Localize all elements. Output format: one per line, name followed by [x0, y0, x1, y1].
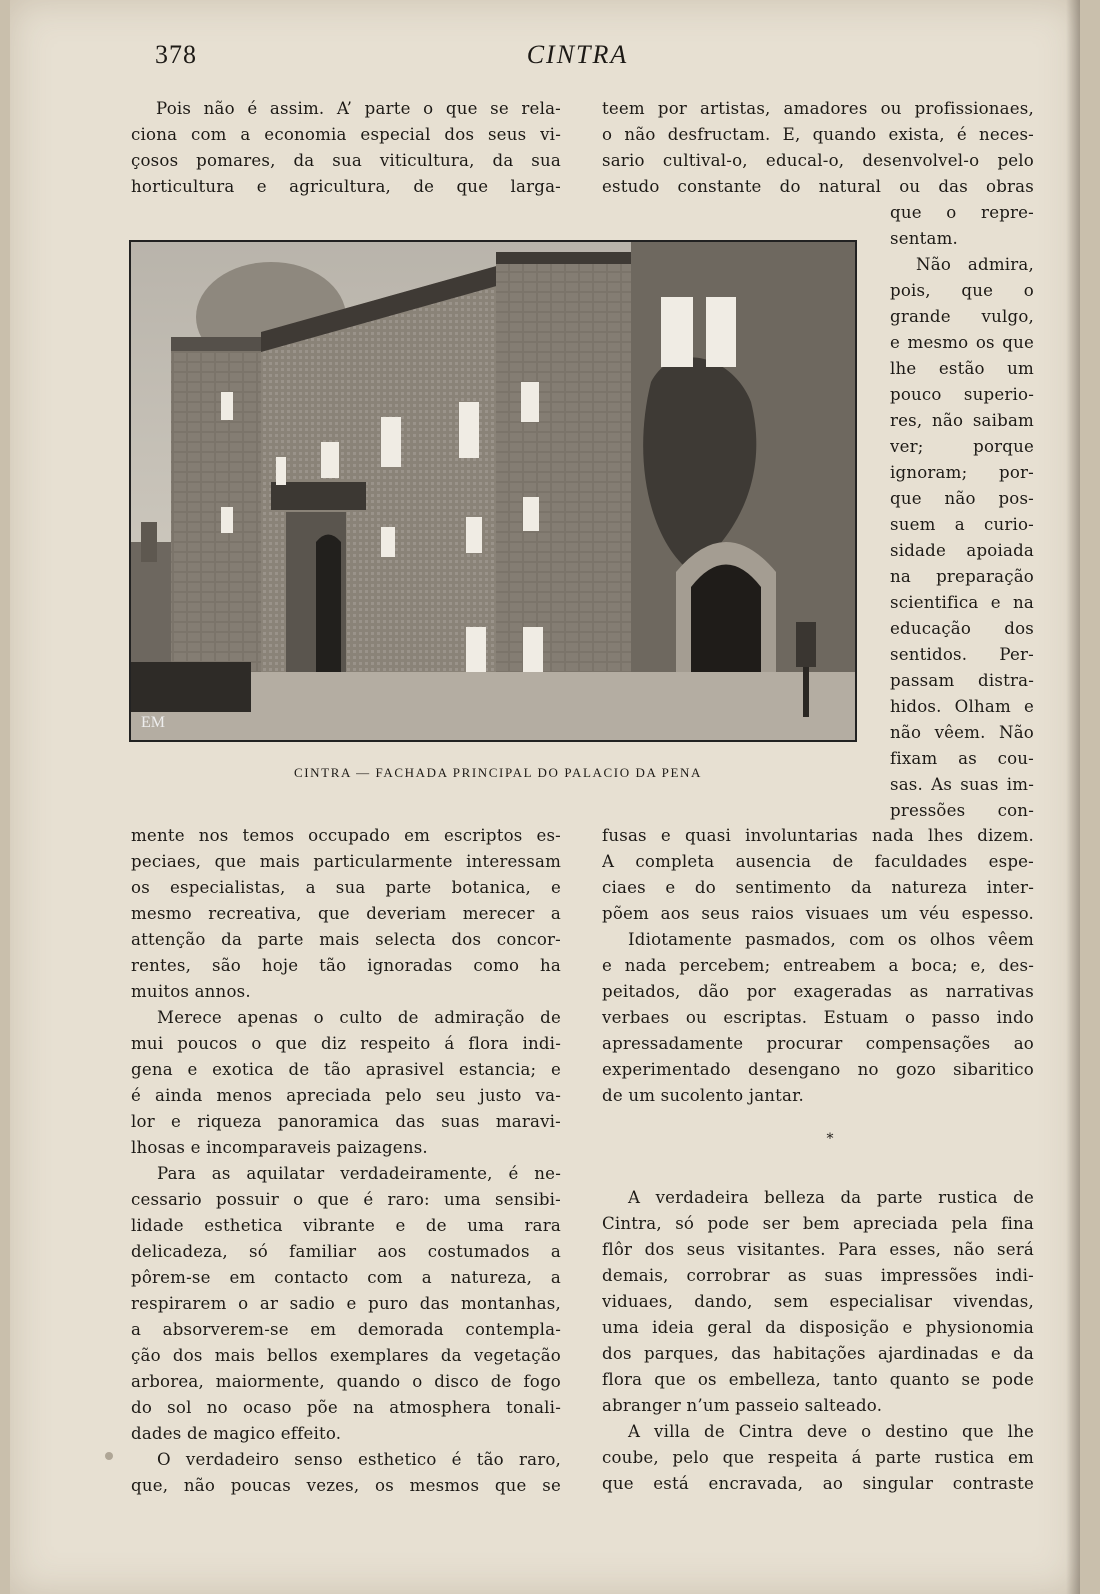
text-line: verbaes ou escriptas. Estuam o passo indo	[602, 1008, 1034, 1027]
text-line: ciaes e do sentimento da natureza inter-	[602, 878, 1034, 897]
text-line: ver; porque	[890, 437, 1034, 456]
text-line: peitados, dão por exageradas as narrativas	[602, 982, 1034, 1001]
text-line: sas. As suas im-	[890, 775, 1034, 794]
text-line: estudo constante do natural ou das obras	[602, 177, 1034, 196]
text-line: é ainda menos apreciada pelo seu justo va-	[131, 1086, 561, 1105]
text-line: A villa de Cintra deve o destino que lhe	[628, 1422, 1034, 1441]
text-line: peciaes, que mais particularmente interessam	[131, 852, 561, 871]
text-line: dos parques, das habitações ajardinadas e da	[602, 1344, 1034, 1363]
text-line: abranger n’um passeio salteado.	[602, 1396, 883, 1415]
text-line: hidos. Olham e	[890, 697, 1034, 716]
running-title: CINTRA	[526, 40, 629, 69]
text-line: dades de magico effeito.	[131, 1424, 342, 1443]
text-line: mesmo recreativa, que deveriam merecer a	[131, 904, 561, 923]
text-line: apressadamente procurar compensações ao	[602, 1034, 1034, 1053]
text-line: ciona com a economia especial dos seus vi-	[131, 125, 561, 144]
text-line: suem a curio-	[890, 515, 1034, 534]
text-line: lidade esthetica vibrante e de uma rara	[131, 1216, 561, 1235]
text-line: na preparação	[890, 567, 1034, 586]
text-line: arborea, maiormente, quando o disco de fogo	[131, 1372, 561, 1391]
text-line: os especialistas, a sua parte botanica, e	[131, 878, 561, 897]
text-line: Merece apenas o culto de admiração de	[157, 1008, 561, 1027]
text-line: fusas e quasi involuntarias nada lhes dizem.	[602, 826, 1034, 845]
text-line: attenção da parte mais selecta dos concor-	[131, 930, 561, 949]
text-line: sentam.	[890, 229, 958, 248]
palace-photograph	[129, 240, 857, 742]
text-line: ção dos mais bellos exemplares da vegetação	[131, 1346, 561, 1365]
text-line: pouco superio-	[890, 385, 1034, 404]
text-line: sentidos. Per-	[890, 645, 1034, 664]
figure-caption: CINTRA — FACHADA PRINCIPAL DO PALACIO DA PENA	[293, 765, 702, 780]
palace-facade-image	[131, 242, 855, 740]
text-line: A completa ausencia de faculdades espe-	[602, 852, 1034, 871]
text-line: uma ideia geral da disposição e physionomia	[602, 1318, 1034, 1337]
text-line: educação dos	[890, 619, 1034, 638]
text-line: a absorverem-se em demorada contemplа-	[131, 1320, 561, 1339]
page-number: 378	[155, 40, 197, 69]
text-line: demais, corrobrar as suas impressões indi-	[602, 1266, 1034, 1285]
text-line: fixam as cou-	[890, 749, 1034, 768]
text-line: çosos pomares, da sua viticultura, da sua	[131, 151, 561, 170]
text-line: scientifica e na	[890, 593, 1034, 612]
text-line: cessario possuir o que é raro: uma sensibi-	[131, 1190, 561, 1209]
text-line: Não admira,	[916, 255, 1034, 274]
text-line: gena e exotica de tão aprasivel estancia; e	[131, 1060, 561, 1079]
text-line: lhe estão um	[890, 359, 1034, 378]
text-line: mente nos temos occupado em escriptos es-	[131, 826, 561, 845]
text-line: mui poucos o que diz respeito á flora indi-	[131, 1034, 561, 1053]
text-line: passam distra-	[890, 671, 1034, 690]
text-line: que está encravada, ao singular contraste	[602, 1474, 1034, 1493]
text-line: de um sucolento jantar.	[602, 1086, 804, 1105]
text-line: sario cultival-o, educal-o, desenvolvel-o pelo	[602, 151, 1034, 170]
text-line: e mesmo os que	[890, 333, 1034, 352]
text-line: flora que os embelleza, tanto quanto se pode	[602, 1370, 1034, 1389]
text-line: Pois não é assim. A’ parte o que se rela-	[156, 99, 561, 118]
text-line: lor e riqueza panoramica das suas maravi-	[131, 1112, 561, 1131]
text-line: grande vulgo,	[890, 307, 1034, 326]
text-line: rentes, são hoje tão ignoradas como ha	[131, 956, 561, 975]
text-line: pois, que o	[890, 281, 1034, 300]
text-line: sidade apoiada	[890, 541, 1034, 560]
text-line: que o repre-	[890, 203, 1034, 222]
text-line: experimentado desengano no gozo sibaritico	[602, 1060, 1034, 1079]
text-line: o não desfructam. E, quando exista, é neces-	[602, 125, 1034, 144]
text-line: respirarem o ar sadio e puro das montanhas,	[131, 1294, 561, 1313]
text-line: delicadeza, só familiar aos costumados a	[131, 1242, 561, 1261]
text-line: muitos annos.	[131, 982, 251, 1001]
text-line: Idiotamente pasmados, com os olhos vêem	[628, 930, 1034, 949]
text-line: ignoram; por-	[890, 463, 1034, 482]
paper-spot	[105, 1452, 113, 1460]
text-line: pôrem-se em contacto com a natureza, a	[131, 1268, 561, 1287]
section-ornament: *	[826, 1131, 834, 1147]
text-line: O verdadeiro senso esthetico é tão raro,	[157, 1450, 561, 1469]
text-line: Para as aquilatar verdadeiramente, é ne-	[157, 1164, 561, 1183]
text-line: pressões con-	[890, 801, 1034, 820]
text-line: não vêem. Não	[890, 723, 1034, 742]
text-line: e nada percebem; entreabem a boca; e, des-	[602, 956, 1034, 975]
text-line: coube, pelo que respeita á parte rustica em	[602, 1448, 1034, 1467]
text-line: põem aos seus raios visuaes um véu espesso.	[602, 904, 1034, 923]
text-line: viduaes, dando, sem especialisar vivendas,	[602, 1292, 1034, 1311]
text-line: res, não saibam	[890, 411, 1034, 430]
text-line: A verdadeira belleza da parte rustica de	[628, 1188, 1034, 1207]
text-line: flôr dos seus visitantes. Para esses, não será	[602, 1240, 1034, 1259]
text-line: que não pos-	[890, 489, 1034, 508]
text-line: que, não poucas vezes, os mesmos que se	[131, 1476, 561, 1495]
text-line: lhosas e incomparaveis paizagens.	[131, 1138, 428, 1157]
text-line: horticultura e agricultura, de que larga-	[131, 177, 561, 196]
photo-monogram: EM	[141, 714, 165, 731]
text-line: do sol no ocaso põe na atmosphera tonali-	[131, 1398, 561, 1417]
text-line: Cintra, só pode ser bem apreciada pela fina	[602, 1214, 1034, 1233]
text-line: teem por artistas, amadores ou profissionaes,	[602, 99, 1034, 118]
book-page	[10, 0, 1080, 1594]
